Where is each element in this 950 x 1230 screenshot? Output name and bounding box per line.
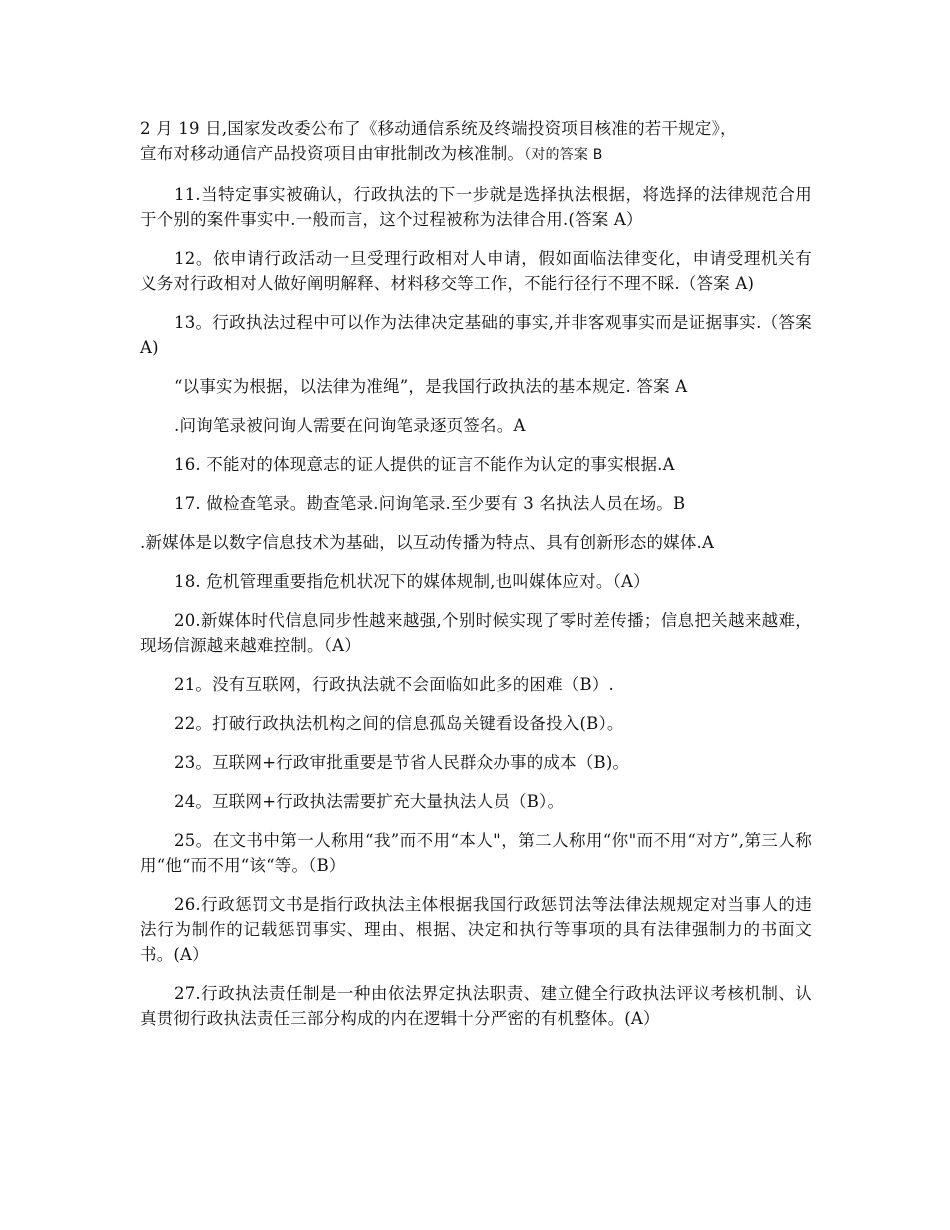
document-body (140, 116, 812, 1045)
intro-line-1: 2 月 19 日,国家发改委公布了《移动通信系统及终端投资项目核准的若干规定》， (140, 119, 737, 138)
question-27: 27.行政执法责任制是一种由依法界定执法职责、建立健全行政执法评议考核机制、认真贯彻行政执法责任三部分构成的内在逻辑十分严密的有机整体。(A） (140, 984, 812, 1028)
question-new-media: .新媒体是以数字信息技术为基础，以互动传播为特点、具有创新形态的媒体.A (140, 533, 715, 552)
intro-paragraph (140, 116, 812, 168)
question-12: 12。依申请行政活动一旦受理行政相对人申请，假如面临法律变化，申请受理机关有义务对行政相对人做好阐明解释、材料移交等工作，不能行径行不理不睬.（答案 A) (140, 249, 812, 293)
question-22: 22。打破行政执法机构之间的信息孤岛关键看设备投入(B）。 (174, 714, 624, 733)
question-24: 24。互联网+行政执法需要扩充大量执法人员（B）。 (174, 792, 565, 811)
question-13: 13。行政执法过程中可以作为法律决定基础的事实,并非客观事实而是证据事实.（答案 A) (140, 313, 812, 357)
question-16: 16. 不能对的体现意志的证人提供的证言不能作为认定的事实根据.A (174, 455, 675, 474)
intro-line-2-text: 宣布对移动通信产品投资项目由审批制改为核准制。 (140, 144, 525, 163)
question-11: 11.当特定事实被确认，行政执法的下一步就是选择执法根据，将选择的法律规范合用于个别的案件事实中.一般而言，这个过程被称为法律合用.(答案 A） (140, 185, 812, 229)
question-15: .问询笔录被问询人需要在问询笔录逐页签名。A (174, 416, 526, 435)
intro-line-2 (140, 141, 812, 168)
question-25: 25。在文书中第一人称用“我”而不用“本人"，第二人称用“你"而不用“对方”,第三人称用“他“而不用“该“等。（B） (140, 831, 812, 875)
question-26: 26.行政惩罚文书是指行政执法主体根据我国行政惩罚法等法律法规规定对当事人的违法行为制作的记载惩罚事实、理由、根据、决定和执行等事项的具有法律强制力的书面文书。(A） (140, 895, 812, 964)
intro-answer-note: （对的答案 B (524, 147, 603, 163)
question-23: 23。互联网+行政审批重要是节省人民群众办事的成本（B)。 (174, 753, 630, 772)
question-17: 17. 做检查笔录。勘查笔录.问询笔录.至少要有 3 名执法人员在场。B (174, 494, 686, 513)
question-21: 21。没有互联网，行政执法就不会面临如此多的困难（B）. (174, 675, 614, 694)
question-14: “以事实为根据，以法律为准绳”，是我国行政执法的基本规定. 答案 A (174, 377, 688, 396)
question-20: 20.新媒体时代信息同步性越来越强,个别时候实现了零时差传播；信息把关越来越难，现场信源越来越难控制。（A） (140, 611, 812, 655)
question-18: 18. 危机管理重要指危机状况下的媒体规制,也叫媒体应对。（A） (174, 572, 650, 591)
